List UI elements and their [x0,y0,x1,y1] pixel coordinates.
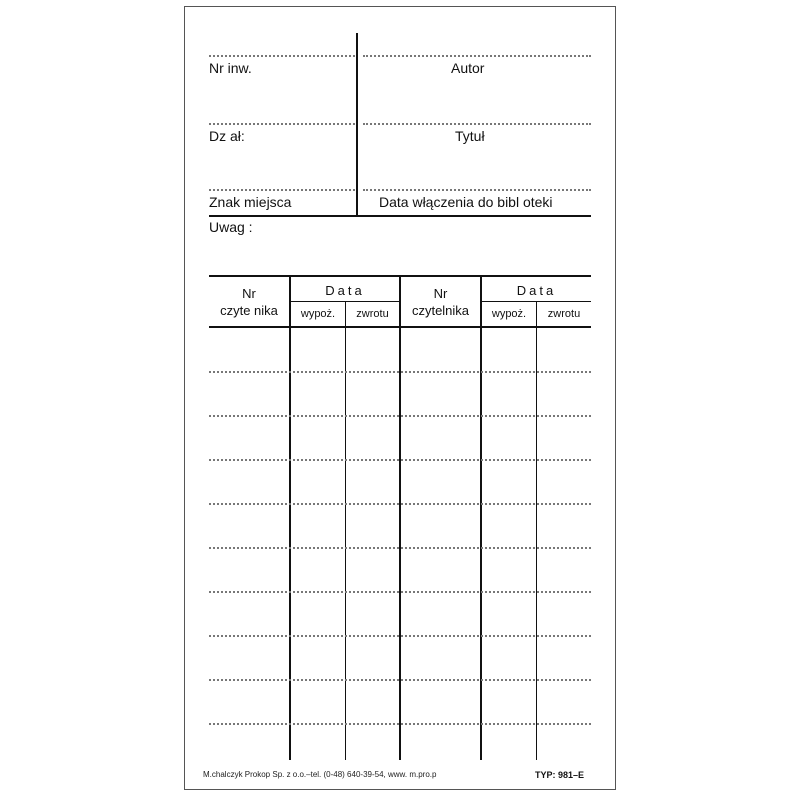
dotted-line-znak [209,189,355,191]
left-nr-header-line1: Nr [242,286,256,301]
dotted-line-data-wlaczenia [363,189,591,191]
nr-inw-label: Nr inw. [209,60,252,76]
table-col-divider-3 [480,276,482,760]
table-row-rule [209,415,591,417]
right-zwrotu-header: zwrotu [547,308,581,320]
top-section-bottom-rule [209,215,591,217]
dotted-line-autor [363,55,591,57]
publisher-footer: M.chalczyk Prokop Sp. z o.o.–tel. (0-48) 640-39-54, www. m.pro.p [203,770,437,779]
autor-label: Autor [451,60,485,76]
library-card [184,6,616,790]
uwagi-label: Uwag : [209,219,253,235]
dotted-line-nr-inw [209,55,355,57]
table-row-rule [209,591,591,593]
right-nr-header-line1: Nr [433,286,448,301]
table-row-rule [209,635,591,637]
znak-miejsca-label: Znak miejsca [209,194,292,210]
dzial-label: Dz ał: [209,128,245,144]
table-row-rule [209,679,591,681]
left-zwrotu-header: zwrotu [356,308,389,320]
tytul-label: Tytuł [455,128,485,144]
dotted-line-dzial [209,123,355,125]
right-wypoz-header: wypoż. [491,308,527,320]
right-nr-header-line2: czytelnika [411,303,470,318]
dotted-line-tytul [363,123,591,125]
table-col-divider-center [399,276,401,760]
table-row-rule [209,503,591,505]
data-wlaczenia-label: Data włączenia do bibl oteki [379,194,553,210]
table-row-rule [209,371,591,373]
table-row-rule [209,723,591,725]
left-data-header: Data [325,283,365,298]
form-type-code: TYP: 981–E [535,770,585,780]
right-data-header: Data [516,283,557,298]
table-row-rule [209,547,591,549]
top-vertical-divider [356,33,358,217]
table-row-rule [209,459,591,461]
left-wypoz-header: wypoż. [300,308,336,320]
table-col-divider-1 [289,276,291,760]
left-nr-header-line2: czyte nika [220,303,278,318]
